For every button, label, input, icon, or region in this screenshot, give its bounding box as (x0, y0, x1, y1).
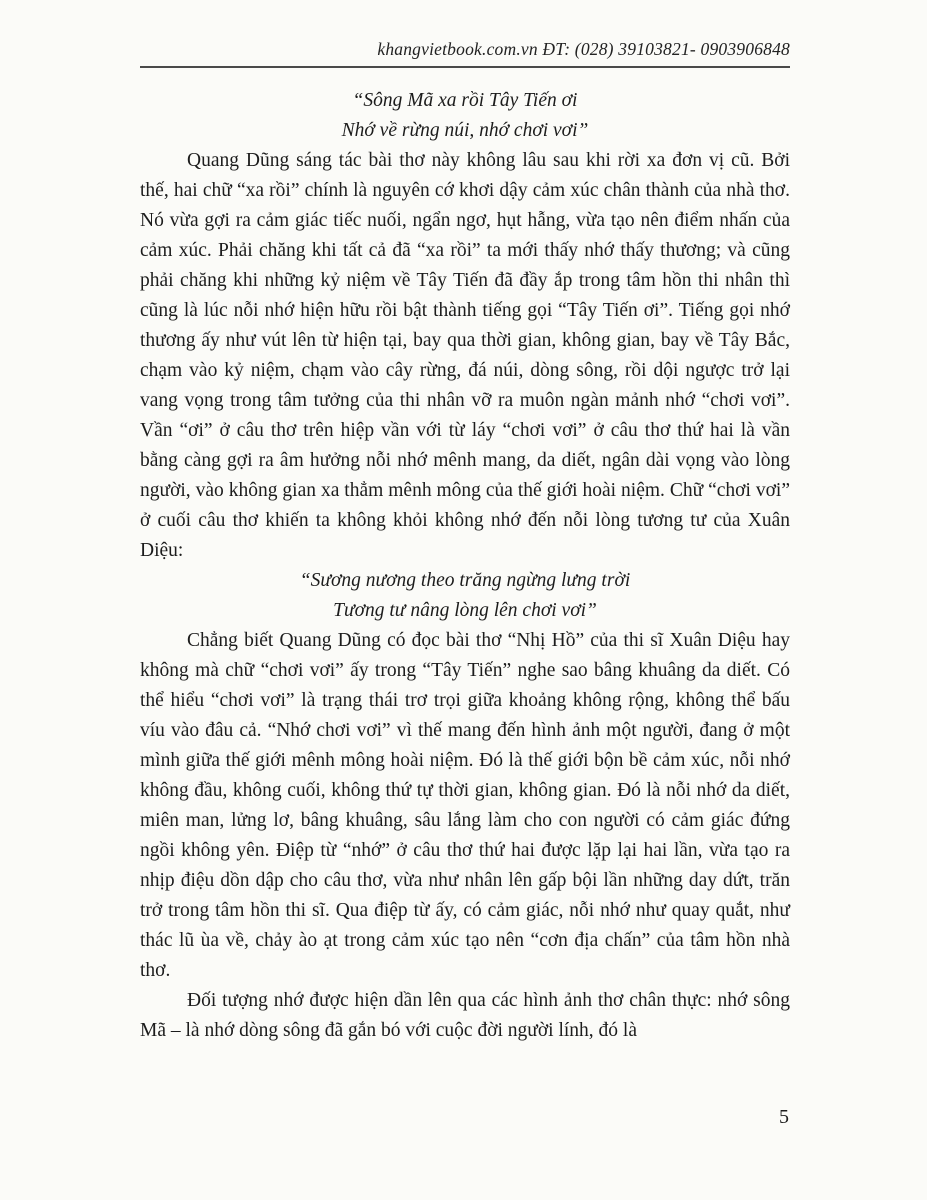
page-number: 5 (779, 1106, 789, 1128)
page-body (140, 86, 790, 1046)
page-header (140, 38, 790, 68)
poem-quote-2 (140, 566, 790, 626)
paragraph-analysis-3: Đối tượng nhớ được hiện dần lên qua các hình ảnh thơ chân thực: nhớ sông Mã – là nhớ dòng sông đã gắn bó với cuộc đời người lính, đó là (140, 990, 790, 1041)
paragraph-analysis-1: Quang Dũng sáng tác bài thơ này không lâu sau khi rời xa đơn vị cũ. Bởi thế, hai chữ “xa rồi” chính là nguyên cớ khơi dậy cảm xúc chân thành của nhà thơ. Nó vừa gợi ra cảm giác tiếc nuối, ngẩn ngơ, hụt hẫng, vừa tạo nên điểm nhấn của cảm xúc. Phải chăng khi tất cả đã “xa rồi” ta mới thấy nhớ thấy thương; và cũng phải chăng khi những kỷ niệm về Tây Tiến đã đầy ắp trong tâm hồn thi nhân thì cũng là lúc nỗi nhớ hiện hữu rồi bật thành tiếng gọi “Tây Tiến ơi”. Tiếng gọi nhớ thương ấy như vút lên từ hiện tại, bay qua thời gian, không gian, bay về Tây Bắc, chạm vào kỷ niệm, chạm vào cây rừng, đá núi, dòng sông, rồi dội ngược trở lại vang vọng trong tâm tưởng của thi nhân vỡ ra muôn ngàn mảnh nhớ “chơi vơi”. Vần “ơi” ở câu thơ trên hiệp vần với từ láy “chơi vơi” ở câu thơ thứ hai là vần bằng càng gợi ra âm hưởng nỗi nhớ mênh mang, da diết, ngân dài vọng vào lòng người, vào không gian xa thẳm mênh mông của thế giới hoài niệm. Chữ “chơi vơi” ở cuối câu thơ khiến ta không khỏi không nhớ đến nỗi lòng tương tư của Xuân Diệu: (140, 150, 790, 561)
paragraph-analysis-2: Chẳng biết Quang Dũng có đọc bài thơ “Nhị Hồ” của thi sĩ Xuân Diệu hay không mà chữ “chơi vơi” ấy trong “Tây Tiến” nghe sao bâng khuâng da diết. Có thể hiểu “chơi vơi” là trạng thái trơ trọi giữa khoảng không rộng, không thể bấu víu vào đâu cả. “Nhớ chơi vơi” vì thế mang đến hình ảnh một người, đang ở một mình giữa thế giới mênh mông hoài niệm. Đó là thế giới bộn bề cảm xúc, nỗi nhớ không đầu, không cuối, không thứ tự thời gian, không gian. Đó là nỗi nhớ da diết, miên man, lửng lơ, bâng khuâng, sâu lắng làm cho con người có cảm giác đứng ngồi không yên. Điệp từ “nhớ” ở câu thơ thứ hai được lặp lại hai lần, vừa tạo ra nhịp điệu dồn dập cho câu thơ, vừa như nhân lên gấp bội lần những day dứt, trăn trở trong tâm hồn thi sĩ. Qua điệp từ ấy, có cảm giác, nỗi nhớ như quay quắt, như thác lũ ùa về, chảy ào ạt trong cảm xúc tạo nên “cơn địa chấn” của tâm hồn nhà thơ. (140, 630, 790, 981)
poem-line: Tương tư nâng lòng lên chơi vơi” (333, 600, 597, 621)
running-header-text: khangvietbook.com.vn ĐT: (028) 39103821- 0903906848 (377, 39, 790, 59)
poem-quote-1 (140, 86, 790, 146)
header-divider (140, 66, 790, 68)
poem-line: Nhớ về rừng núi, nhớ chơi vơi” (341, 120, 589, 141)
poem-line: “Sương nương theo trăng ngừng lưng trời (299, 570, 631, 591)
poem-line: “Sông Mã xa rồi Tây Tiến ơi (352, 90, 578, 111)
